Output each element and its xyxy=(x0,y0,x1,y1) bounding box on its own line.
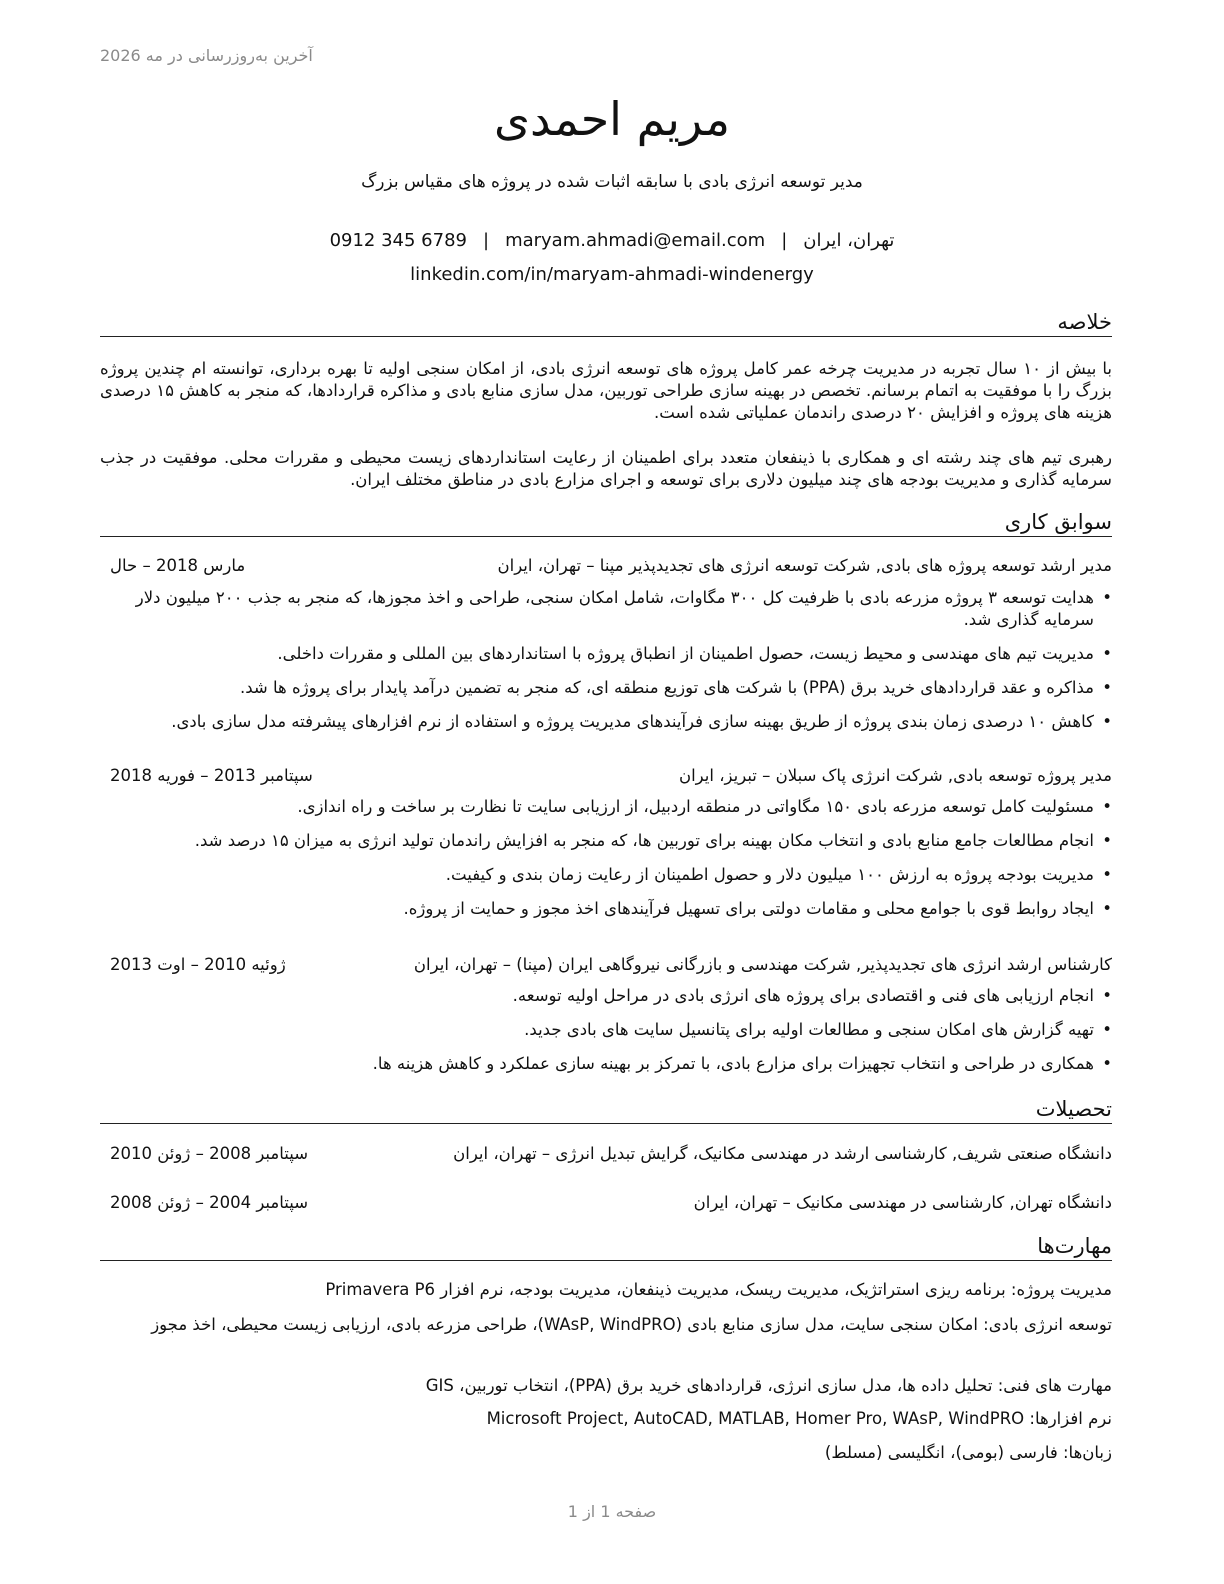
list-item: • ایجاد روابط قوی با جوامع محلی و مقامات دولتی برای تسهیل فرآیندهای اخذ مجوز و حمایت از پروژه. xyxy=(100,898,1112,920)
job-bullets-1 xyxy=(100,587,1112,745)
summary-paragraph-2: رهبری تیم های چند رشته ای و همکاری با ذینفعان متعدد برای اطمینان از رعایت استانداردهای زیست محیطی و مقررات محلی. موفقیت در جذب سرمایه گذاری و مدیریت بودجه های چند میلیون دلاری برای توسعه و اجرای مزارع بادی در مناطق مختلف ایران. xyxy=(100,448,1112,489)
separator: | xyxy=(482,230,490,251)
person-name: مریم احمدی xyxy=(493,92,731,146)
degree-title: دانشگاه تهران, کارشناسی در مهندسی مکانیک – تهران، ایران xyxy=(693,1193,1112,1212)
job-title: کارشناس ارشد انرژی های تجدیدپذیر, شرکت مهندسی و بازرگانی نیروگاهی ایران (مپنا) – تهران، ایران xyxy=(413,955,1112,974)
list-item: • انجام مطالعات جامع منابع بادی و انتخاب مکان بهینه برای توربین ها، که منجر به افزایش راندمان تولید انرژی به میزان ۱۵ درصد شد. xyxy=(100,830,1112,852)
skill-line: مهارت های فنی: تحلیل داده ها، مدل سازی انرژی، قراردادهای خرید برق (PPA)، انتخاب توربین، GIS xyxy=(425,1376,1112,1395)
list-item: • مدیریت تیم های مهندسی و محیط زیست، حصول اطمینان از انطباق پروژه با استانداردهای بین المللی و مقررات داخلی. xyxy=(100,643,1112,665)
section-title-skills: مهارت‌ها xyxy=(100,1234,1112,1261)
phone-number: 0912 345 6789 xyxy=(329,230,467,251)
job-bullets-2 xyxy=(100,796,1112,932)
tagline: مدیر توسعه انرژی بادی با سابقه اثبات شده در پروژه های مقیاس بزرگ xyxy=(361,172,863,192)
list-item: • همکاری در طراحی و انتخاب تجهیزات برای مزارع بادی، با تمرکز بر بهینه سازی عملکرد و کاهش هزینه ها. xyxy=(100,1053,1112,1075)
section-title-experience: سوابق کاری xyxy=(100,510,1112,537)
job-dates: ژوئیه 2010 – اوت 2013 xyxy=(110,955,286,974)
linkedin-link[interactable]: linkedin.com/in/maryam-ahmadi-windenergy xyxy=(410,264,814,285)
list-item: • کاهش ۱۰ درصدی زمان بندی پروژه از طریق بهینه سازی فرآیندهای مدیریت پروژه و استفاده از نرم افزارهای پیشرفته مدل سازی بادی. xyxy=(100,711,1112,733)
job-title: مدیر پروژه توسعه بادی, شرکت انرژی پاک سبلان – تبریز، ایران xyxy=(678,766,1112,785)
skill-line: توسعه انرژی بادی: امکان سنجی سایت، مدل سازی منابع بادی (WAsP, WindPRO)، طراحی مزرعه بادی، ارزیابی زیست محیطی، اخذ مجوز xyxy=(151,1315,1112,1334)
summary-paragraph-1: با بیش از ۱۰ سال تجربه در مدیریت چرخه عمر کامل پروژه های توسعه انرژی بادی، از امکان سنجی اولیه تا بهره برداری، توانسته ام چندین پروژه بزرگ را با موفقیت به اتمام برسانم. تخصص در بهینه سازی طراحی توربین، مدل سازی منابع بادی و مذاکره قراردادها، که منجر به کاهش ۱۵ درصدی هزینه های پروژه و افزایش ۲۰ درصدی راندمان عملیاتی شده است. xyxy=(100,359,1112,422)
degree-title: دانشگاه صنعتی شریف, کارشناسی ارشد در مهندسی مکانیک، گرایش تبدیل انرژی – تهران، ایران xyxy=(453,1144,1112,1163)
contact-line xyxy=(0,224,1224,258)
location: تهران، ایران xyxy=(803,230,895,251)
section-title-education: تحصیلات xyxy=(100,1097,1112,1124)
section-title-summary: خلاصه xyxy=(100,310,1112,337)
job-dates: مارس 2018 – حال xyxy=(110,556,246,575)
list-item: • مدیریت بودجه پروژه به ارزش ۱۰۰ میلیون دلار و حصول اطمینان از رعایت زمان بندی و کیفیت. xyxy=(100,864,1112,886)
page-number: صفحه 1 از 1 xyxy=(567,1502,657,1521)
job-bullets-3 xyxy=(100,985,1112,1087)
separator: | xyxy=(781,230,788,251)
degree-dates: سپتامبر 2004 – ژوئن 2008 xyxy=(110,1193,309,1212)
list-item: • انجام ارزیابی های فنی و اقتصادی برای پروژه های انرژی بادی در مراحل اولیه توسعه. xyxy=(100,985,1112,1007)
job-dates: سپتامبر 2013 – فوریه 2018 xyxy=(110,766,313,785)
job-title: مدیر ارشد توسعه پروژه های بادی, شرکت توسعه انرژی های تجدیدپذیر مپنا – تهران، ایران xyxy=(497,556,1112,575)
last-updated: آخرین به‌روزرسانی در مه 2026 xyxy=(100,46,313,65)
list-item: • هدایت توسعه ۳ پروژه مزرعه بادی با ظرفیت کل ۳۰۰ مگاوات، شامل امکان سنجی، طراحی و اخذ مجوزها، که منجر به جذب ۲۰۰ میلیون دلار سرمایه گذاری شد. xyxy=(100,587,1112,631)
skill-line: زبان‌ها: فارسی (بومی)، انگلیسی (مسلط) xyxy=(824,1443,1112,1462)
skill-line: نرم افزارها: Microsoft Project, AutoCAD, MATLAB, Homer Pro, WAsP, WindPRO xyxy=(486,1409,1112,1428)
skill-line: مدیریت پروژه: برنامه ریزی استراتژیک، مدیریت ریسک، مدیریت ذینفعان، مدیریت بودجه، نرم افزار Primavera P6 xyxy=(325,1280,1112,1299)
contact-block xyxy=(0,224,1224,292)
degree-dates: سپتامبر 2008 – ژوئن 2010 xyxy=(110,1144,309,1163)
list-item: • تهیه گزارش های امکان سنجی و مطالعات اولیه برای پتانسیل سایت های بادی جدید. xyxy=(100,1019,1112,1041)
email-link[interactable]: maryam.ahmadi@email.com xyxy=(505,230,766,251)
list-item: • مسئولیت کامل توسعه مزرعه بادی ۱۵۰ مگاواتی در منطقه اردبیل، از ارزیابی سایت تا نظارت بر ساخت و راه اندازی. xyxy=(100,796,1112,818)
list-item: • مذاکره و عقد قراردادهای خرید برق (PPA) با شرکت های توزیع منطقه ای، که منجر به تضمین درآمد پایدار برای پروژه ها شد. xyxy=(100,677,1112,699)
